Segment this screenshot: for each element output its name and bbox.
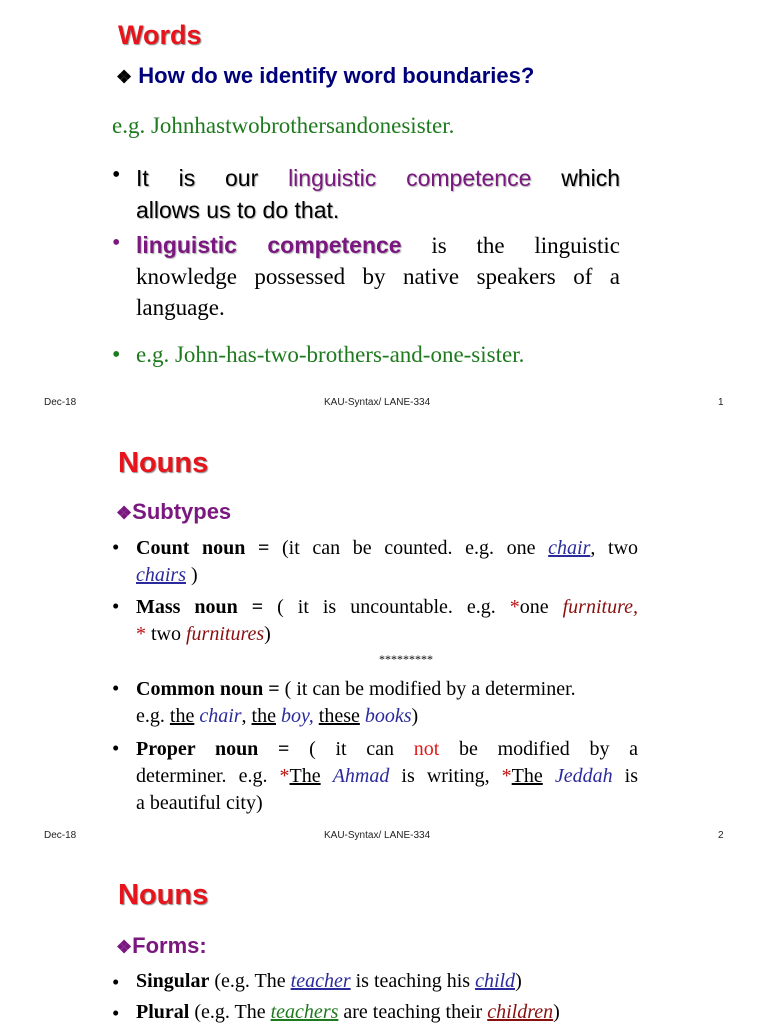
example-word: furniture, [562,596,638,618]
bullet-mass-noun: Mass noun = ( it is uncountable. e.g. *one furniture, * two furnitures) [136,596,638,645]
subtitle-text: Subtypes [132,499,232,524]
example-word: Jeddah [554,765,613,787]
bullet-proper-noun: Proper noun = ( it can not be modified by a determiner. e.g. *The Ahmad is writing, *The Jeddah is a beautiful city) [136,738,639,814]
example-word: furnitures [186,623,265,645]
slide-title: Nouns [118,879,209,911]
bullet-icon: • [112,736,120,760]
separator: ********* [379,652,433,666]
footer-page-number: 2 [718,830,724,841]
bullet-icon: • [112,535,120,559]
footer-date: Dec-18 [44,397,77,408]
bullet-icon: • [112,676,120,700]
example-word: teacher [290,970,351,992]
example-word: chair [199,705,242,727]
question-text: How do we identify word boundaries? [138,63,535,88]
bullet-icon: • [112,162,121,188]
term-linguistic-competence: linguistic competence [136,232,402,258]
example-word: boy, [280,705,314,727]
bullet-plural: Plural (e.g. The teachers are teaching their children) [136,1001,560,1023]
bullet-icon: • [112,342,121,368]
bullet-singular: Singular (e.g. The teacher is teaching his child) [136,970,522,992]
footer-page-number: 1 [718,397,724,408]
bullet-icon: • [112,594,120,618]
bullet-icon: • [112,970,120,994]
slide-title: Words [118,20,202,50]
example-word: chair [548,537,591,559]
diamond-bullet-icon: ❖ [116,67,133,87]
footer-date: Dec-18 [44,830,77,841]
footer-course: KAU-Syntax/ LANE-334 [324,397,431,408]
example-word: Ahmad [332,765,390,787]
example-word: children [487,1001,554,1023]
bullet-common-noun: Common noun = ( it can be modified by a determiner. e.g. the chair, the boy, these books) [136,678,576,727]
slide-title: Nouns [118,447,209,479]
term-linguistic-competence: linguistic competence [288,165,532,191]
bullet-icon: • [112,230,121,256]
footer-course: KAU-Syntax/ LANE-334 [324,830,431,841]
subtitle-text: Forms: [132,933,207,958]
bullet-count-noun: Count noun = (it can be counted. e.g. one chair, two chairs ) [136,537,639,586]
example-word: child [475,970,516,992]
subtitle-heading [116,933,207,959]
bullet-definition: linguistic competence is the linguistic knowledge possessed by native speakers of a language. [136,232,620,320]
example-segmented: e.g. John-has-two-brothers-and-one-sister. [136,342,525,367]
example-word: chairs [136,564,186,586]
bullet-competence: It is our linguistic competence which allows us to do that. [136,165,620,223]
example-word: teachers [270,1001,339,1023]
example-word: books [364,705,412,727]
bullet-icon: • [112,1001,120,1025]
diamond-bullet-icon: ❖ [116,937,133,957]
diamond-bullet-icon: ❖ [116,503,133,523]
example-unsegmented: e.g. Johnhastwobrothersandonesister. [112,113,455,138]
